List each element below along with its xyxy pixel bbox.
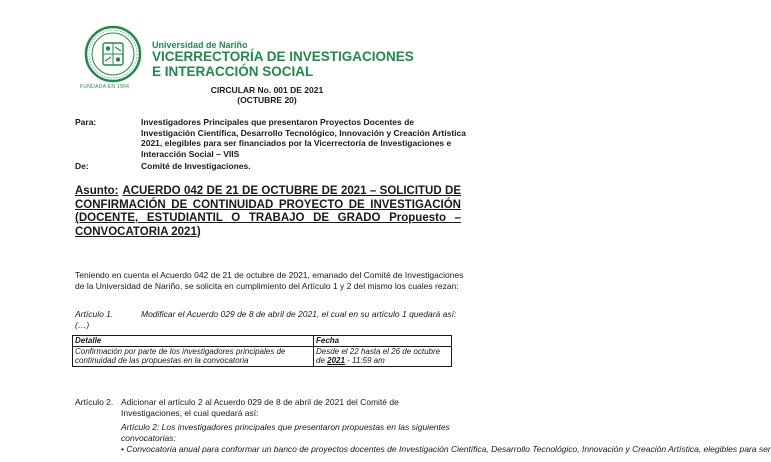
office-title-line1: VICERRECTORÍA DE INVESTIGACIONES [152,49,414,64]
article1-ellipsis: (…) [75,320,90,330]
office-title-line2: E INTERACCIÓN SOCIAL [152,64,314,79]
table-header-date: Fecha [314,336,452,347]
article2-label: Artículo 2. [75,397,114,407]
article2-text: Adicionar el artículo 2 al Acuerdo 029 de 8 de abril de 2021 del Comité de Investigaciones, el cual quedará así: [121,397,399,418]
subject-label: Asunto: [75,185,119,197]
date-time: - 11:59 am [344,356,385,365]
article2-quote: Artículo 2: Los investigadores principales que presentaron propuestas en las siguientes convocatorias: [121,422,450,443]
date-range-text: Desde el 22 hasta el 26 de octubre de [316,346,441,365]
de-text: Comité de Investigaciones. [141,161,251,171]
table-header-row [73,336,452,347]
article1-text: Modificar el Acuerdo 029 de 8 de abril de 2021, el cual en su artículo 1 quedará así: [141,309,457,319]
circular-number: CIRCULAR No. 001 DE 2021 [210,85,324,95]
university-name: Universidad de Nariño [152,40,248,50]
table-cell-detail: Confirmación por parte de los investigadores principales de continuidad de las propuestas en la convocatoria [73,346,314,366]
intro-paragraph: Teniendo en cuenta el Acuerdo 042 de 21 de octubre de 2021, emanado del Comité de Investigaciones de la Universidad de Nariño, se solicita en cumplimiento del Artículo 1 y 2 del mismo los cuales rezan: [75,270,464,291]
table-row [73,346,452,366]
para-label: Para: [75,117,97,127]
founded-label: FUNDADA EN 1904 [80,84,130,90]
date-year: 2021 [327,356,345,365]
schedule-table [72,335,452,367]
de-label: De: [75,161,89,171]
subject-text: ACUERDO 042 DE 21 DE OCTUBRE DE 2021 – SOLICITUD DE CONFIRMACIÓN DE CONTINUIDAD PROYECTO DE INVESTIGACIÓN (DOCENTE, ESTUDIANTIL O TRABAJO DE GRADO Propuesto – CONVOCATORIA 2021) [75,185,461,238]
table-cell-date [314,346,452,366]
circular-date: (OCTUBRE 20) [237,95,297,105]
university-seal-icon [84,25,142,83]
table-header-detail: Detalle [73,336,314,347]
para-text: Investigadores Principales que presentaron Proyectos Docentes de Investigación Científica, Desarrollo Tecnológico, Innovación y Creación Artística 2021, elegibles para ser financiados por la Vicerrectoría de Investigaciones e Interacción Social – VIIS [141,117,466,159]
article1-label: Artículo 1. [75,309,114,319]
subject [75,185,461,239]
article2-bullet: • Convocatoria anual para conformar un banco de proyectos docentes de Investigación Científica, Desarrollo Tecnológico, Innovación y Creación Artística, elegibles para ser [121,444,771,454]
